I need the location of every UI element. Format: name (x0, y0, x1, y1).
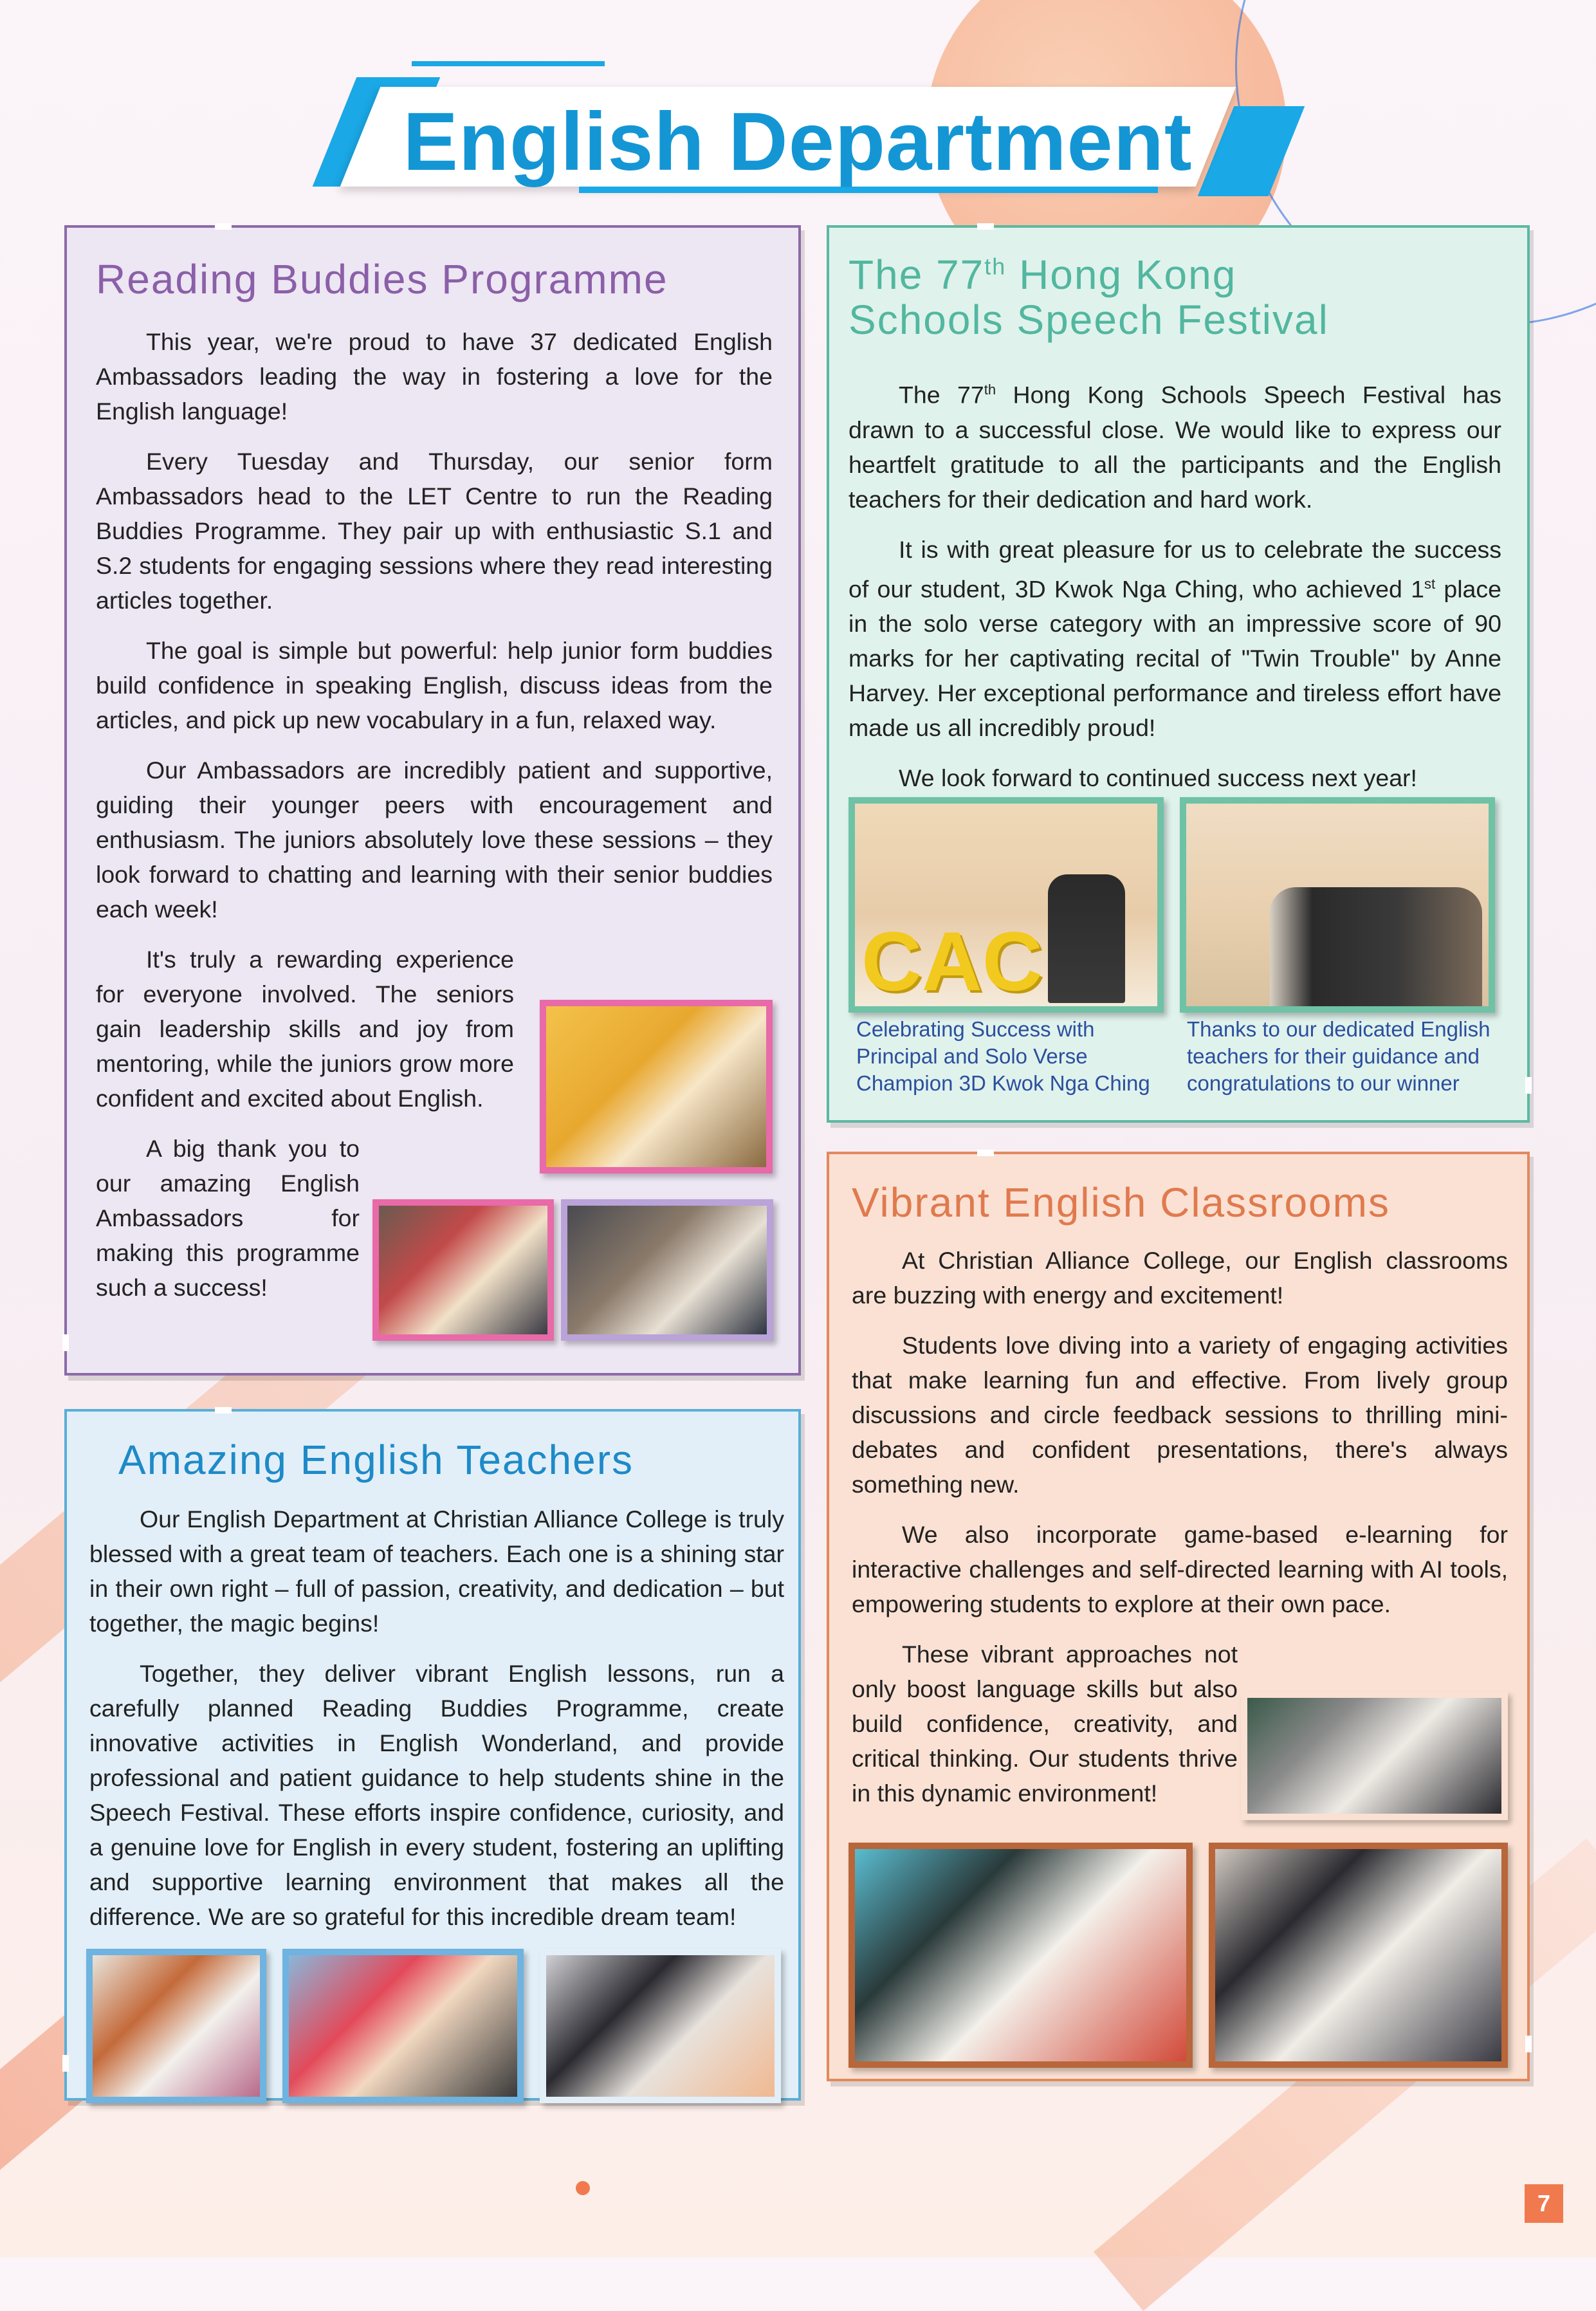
photo-people (1048, 874, 1125, 1003)
paragraph: It is with great pleasure for us to celebrate the success of our student, 3D Kwok Nga Ching, who achieved 1st place in the solo verse category with an impressive score of 90 marks for her captivating recital of "Twin Trouble" by Anne Harvey. Her exceptional performance and tireless effort have made us all incredibly proud! (848, 535, 1501, 741)
title-superscript: th (984, 253, 1007, 280)
title-text: Hong Kong (1019, 252, 1237, 298)
panel-corner-mark (62, 1334, 69, 1351)
paragraph: We look forward to continued success next year! (899, 764, 1417, 791)
reading-buddies-section (64, 225, 801, 1376)
paragraph: Together, they deliver vibrant English lessons, run a carefully planned Reading Buddies Programme, create innovative activities in English Wonderland, and provide professional and patient guidance to help students shine in the Speech Festival. These efforts inspire confidence, curiosity, and a genuine love for English in every student, fostering an uplifting and supportive learning environment that makes all the difference. We are so grateful for this incredible dream team! (89, 1660, 784, 1930)
photo-classroom-discussion (1241, 1691, 1508, 1820)
section-title (848, 252, 1329, 343)
page-number: 7 (1525, 2184, 1563, 2223)
paragraph: This year, we're proud to have 37 dedicated English Ambassadors leading the way in fostering a love for the English language! (96, 328, 773, 425)
section-title: Amazing English Teachers (118, 1437, 634, 1483)
paragraph: The goal is simple but powerful: help junior form buddies build confidence in speaking English, discuss ideas from the articles, and pick up new vocabulary in a fun, relaxed way. (96, 637, 773, 733)
paragraph: We also incorporate game-based e-learning for interactive challenges and self-directed learning with AI tools, empowering students to explore at their own pace. (852, 1521, 1508, 1617)
paragraph: The 77th Hong Kong Schools Speech Festival has drawn to a successful close. We would like to express our heartfelt gratitude to all the participants and the English teachers for their dedication and hard work. (848, 381, 1501, 513)
panel-corner-mark (215, 223, 232, 230)
section-title: Vibrant English Classrooms (852, 1179, 1390, 1226)
photo-teachers-2 (282, 1949, 524, 2103)
paragraph: Our English Department at Christian Alliance College is truly blessed with a great team of teachers. Each one is a shining star in their own right – full of passion, creativity, and dedication – but together, the magic begins! (89, 1505, 784, 1637)
photo-caption: Thanks to our dedicated English teachers for their guidance and congratulations to our winner (1187, 1017, 1491, 1095)
photo-sign-cac: CAC (861, 914, 1043, 1008)
photo-teachers-1 (86, 1949, 266, 2103)
panel-corner-mark (62, 2055, 69, 2072)
panel-corner-mark (215, 1407, 232, 1413)
photo-teachers-winner (1180, 797, 1495, 1013)
panel-corner-mark (1525, 1077, 1532, 1094)
panel-corner-mark (977, 1150, 994, 1156)
title-text: The 77 (848, 252, 985, 298)
background-dot (576, 2181, 590, 2195)
photo-champion-principal (848, 797, 1164, 1013)
photo-classroom-reading (1209, 1843, 1508, 2068)
photo-reading-group (372, 1199, 554, 1341)
page-header (309, 61, 1287, 199)
vibrant-classrooms-section (827, 1152, 1530, 2081)
header-accent-line (412, 61, 605, 66)
section-body (89, 1502, 784, 1949)
photo-teachers-3 (540, 1949, 781, 2103)
photo-reading-table (561, 1199, 773, 1341)
paragraph: Every Tuesday and Thursday, our senior form Ambassadors head to the LET Centre to run the Reading Buddies Programme. They pair up with enthusiastic S.1 and S.2 students for engaging sessions where they read interesting articles together. (96, 448, 773, 614)
paragraph: A big thank you to our amazing English Ambassadors for making this programme such a success! (96, 1135, 360, 1301)
panel-corner-mark (1525, 2036, 1532, 2052)
photo-reading-pair (540, 1000, 773, 1174)
page-title: English Department (403, 96, 1193, 188)
paragraph: Our Ambassadors are incredibly patient and supportive, guiding their younger peers with encouragement and enthusiasm. The juniors absolutely love these sessions – they look forward to chatting and learning with their senior buddies each week! (96, 757, 773, 923)
teachers-section (64, 1409, 801, 2101)
title-text: Schools Speech Festival (848, 297, 1329, 344)
photo-caption: Celebrating Success with Principal and Solo Verse Champion 3D Kwok Nga Ching (856, 1017, 1150, 1095)
paragraph: These vibrant approaches not only boost language skills but also build confidence, creativity, and critical thinking. Our students thrive in this dynamic environment! (852, 1641, 1238, 1807)
photo-people (1270, 887, 1482, 1013)
section-title: Reading Buddies Programme (96, 256, 668, 302)
paragraph: Students love diving into a variety of engaging activities that make learning fun and effective. From lively group discussions and circle feedback sessions to thrilling mini-debates and confident presentations, there's always something new. (852, 1332, 1508, 1498)
section-body (848, 373, 1501, 811)
panel-corner-mark (977, 223, 994, 230)
paragraph: At Christian Alliance College, our English classrooms are buzzing with energy and excitement! (852, 1247, 1508, 1309)
paragraph: It's truly a rewarding experience for everyone involved. The seniors gain leadership skills and joy from mentoring, while the juniors grow more confident and excited about English. (96, 946, 514, 1112)
photo-classroom-writing (848, 1843, 1193, 2068)
speech-festival-section (827, 225, 1530, 1123)
